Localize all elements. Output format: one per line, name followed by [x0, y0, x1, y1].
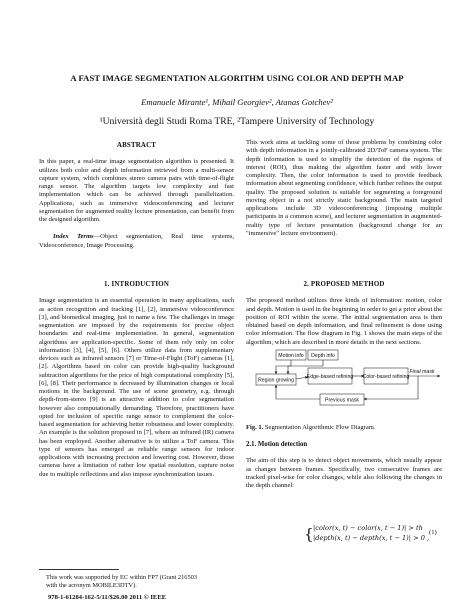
motion-to-region-arrow [276, 360, 291, 374]
equation-line-2-text: depth(x, t) − depth(x, t − 1)| > 0 [315, 534, 425, 542]
equation-line-2: |depth(x, t) − depth(x, t − 1)| > 0 , [313, 534, 430, 542]
index-terms-text: —Object segmentation, Real time systems, Videoconference, Image Processing. [39, 233, 235, 249]
paper-authors: Emanuele Mirante¹, Mihail Georgiev², Atanas Gotchev² [141, 97, 333, 107]
depth-info-label: Depth info [311, 353, 335, 359]
abstract-section [39, 142, 234, 250]
previous-to-region-arrow [276, 385, 320, 399]
footnote [46, 574, 246, 590]
figure-caption-text: Segmentation Algorithmic Flow Diagram. [263, 424, 376, 431]
introduction-text: Image segmentation is an essential operation in many applications, such as action recognition and tracking [1], [2], immersive videoconference [3], and biomedical imaging, just to name a few. The challenges in image segmentation are imposed by the requirements for precise object boundaries and real-time implementation. In general, segmentation algorithms are application-specific. Some of them rely only on color information [3], [4], [5], [6]. Others utilize data from supplementary devices such as infrared sensors [7] or Time-of-Flight (ToF) cameras [1], [2]. Algorithms based on color can provide high-quality background subtraction algorithms for the price of high computational complexity [5], [6], [8]. Their performance is decreased by illumination changes or local motions in the background. The use of scene geometry, e.g. through depth-from-stereo [9] is an attractive addition to color segmentation however also computationally demanding. Therefore, practitioners have opted for inclusion of specific range sensor to complement the color-based segmentation for achieving better robustness and lower complexity. An example is the solution proposed in [7], where an infrared (IR) camera has been employed. Another alternative is to utilize a ToF camera. This type of sensors has emerged as reliable range sensors for indoor applications with increasing precision and lowering cost. However, those cameras have a limitation of rather low spatial resolution, capture noise due to multiple reflections and also impose synchronization issues. [39, 297, 234, 478]
abstract-text: In this paper, a real-time image segmentation algorithm is presented. It utilizes both color and depth information retrieved from a multi-sensor capture system, which combines stereo camera pairs with time-of-flight range sensor. The algorithm targets low complexity and fast implementation which can be achieved through parallelization. Applications, such as immersive videoconferencing and lecturer segmentation for augmented reality lecture presentation, can benefit from the designed algorithm. [39, 158, 234, 223]
motion-info-label: Motion info [278, 353, 304, 359]
proposed-method-section [246, 281, 442, 347]
final-mask-label: Final mask [409, 369, 435, 375]
introduction-section [39, 281, 234, 479]
figure-caption [246, 424, 442, 432]
abstract-heading: ABSTRACT [116, 142, 157, 149]
index-terms [39, 233, 234, 250]
flow-diagram [248, 346, 442, 416]
motion-detection-heading: 2.1. Motion detection [246, 441, 308, 448]
introduction-heading: 1. INTRODUCTION [103, 281, 170, 288]
previous-mask-label: Previous mask [324, 397, 360, 404]
motion-detection-section [246, 441, 442, 490]
color-refining-label: Color-based refining [362, 374, 410, 380]
equation-1 [304, 524, 444, 546]
motion-detection-text: The aim of this step is to detect object movements, which usually appear as changes between frames. Specifically, two consecutive frames are tracked pixel-wise for color changes, while also following the changes in the depth channel: [246, 457, 442, 489]
footer-rule [39, 569, 119, 570]
footnote-line-1: This work was supported by EC within FP7 (Grant 216503 [46, 574, 198, 581]
paper-affiliations: ¹Università degli Studi Roma TRE, ²Tampere University of Technology [99, 116, 375, 127]
equation-brace: { [304, 525, 314, 543]
figure-caption-label: Fig. 1. [246, 424, 264, 431]
footnote-line-2: with the acronym MOBILE3DTV). [46, 582, 137, 589]
copyright-line: 978-1-61284-162-5/11/$26.00 2011 © IEEE [48, 594, 167, 601]
proposed-method-heading: 2. PROPOSED METHOD [303, 281, 385, 288]
equation-line-1: |color(x, t) − color(x, t − 1)| > th [313, 524, 423, 532]
paper-title: A FAST IMAGE SEGMENTATION ALGORITHM USING COLOR AND DEPTH MAP [70, 73, 404, 83]
equation-line-1-text: color(x, t) − color(x, t − 1)| > th [315, 524, 423, 532]
proposed-method-text: The proposed method utilizes three kinds of information: motion, color and depth. Motion is used in the beginning in order to get a prior about the position of ROI within the scene. The initial segmentation area is then obtained based on depth information, and final refinement is done using color information. The flow diagram in Fig. 1 shows the main steps of the algorithm, which are described in more details in the next sections. [246, 297, 442, 346]
intro-continued [246, 139, 442, 238]
index-terms-label: Index Terms [53, 233, 94, 241]
edge-refining-label: Edge-based refining [306, 374, 354, 380]
depth-to-region-arrow [288, 360, 323, 374]
equation-number: (1) [429, 529, 437, 536]
region-growing-label: Region growing [257, 377, 295, 384]
intro-continued-text: This work aims at tackling some of those problems by combining color with depth information in a jointly-calibrated 2D/ToF camera system. The depth information is used to simplify the detection of the regions of interest (ROI), thus making the algorithm faster and with lower complexity. Then, the color information is used to provide feedback information about segmenting confidence, which further refines the output quality. The proposed solution is suitable for segmenting a foreground moving object in a not strictly static background. The main targeted applications include 3D videoconferencing (imposing multiple participants in a common scene), and lecturer segmentation in augmented-reality type of lecture presentation (background change for an "immersive" lecture environment). [246, 139, 442, 237]
